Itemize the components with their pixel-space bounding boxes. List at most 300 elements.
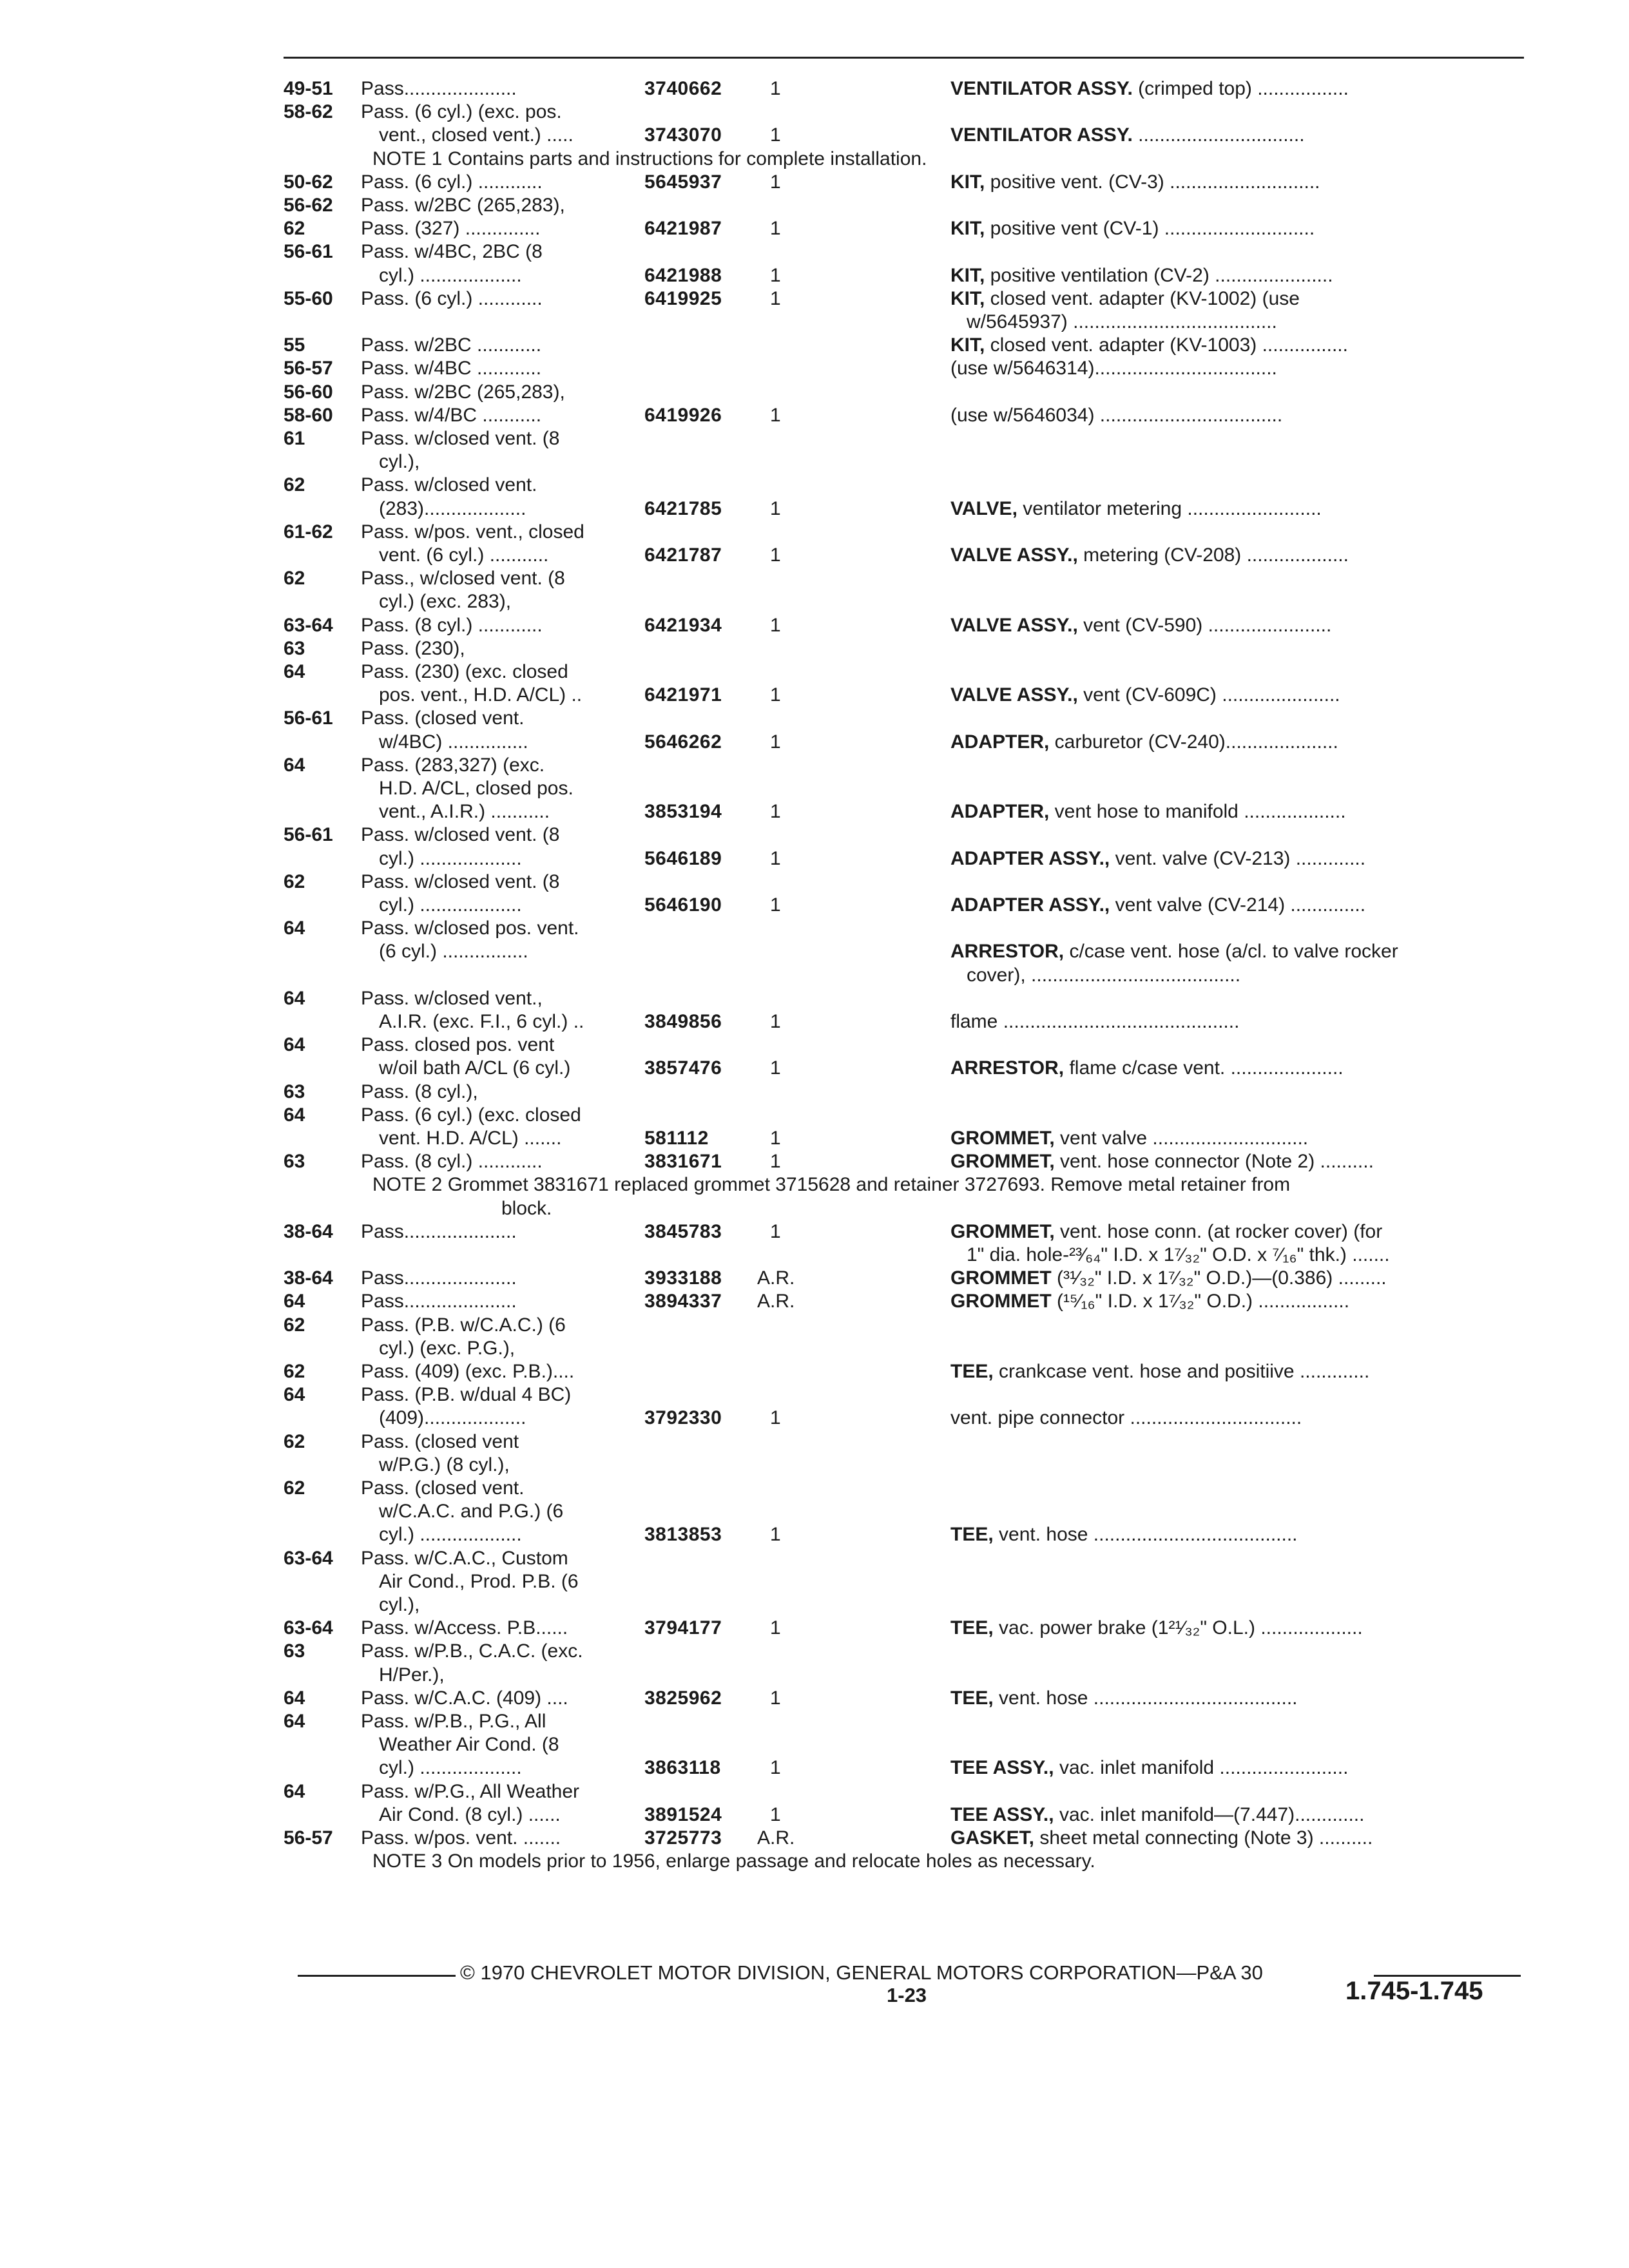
- parts-row: [0, 1149, 1629, 1173]
- quantity: A.R.: [757, 1827, 795, 1849]
- parts-row: [0, 473, 1629, 497]
- model-application: Pass. closed pos. vent: [361, 1034, 555, 1056]
- model-year: 64: [284, 1384, 305, 1406]
- part-number: 3825962: [644, 1687, 722, 1709]
- model-year: 64: [284, 918, 305, 939]
- parts-row: [0, 753, 1629, 777]
- parts-row: [0, 1570, 1629, 1593]
- model-year: 62: [284, 474, 305, 496]
- part-description: TEE, vac. power brake (1²¹⁄₃₂" O.L.) ...................: [950, 1617, 1363, 1639]
- model-application: Pass. w/closed vent.: [361, 474, 537, 496]
- parts-row: [0, 963, 1629, 987]
- model-application: vent., closed vent.) .....: [379, 124, 574, 146]
- model-application: cyl.),: [379, 451, 420, 473]
- model-year: 64: [284, 1104, 305, 1126]
- model-application: Pass. w/2BC ............: [361, 334, 542, 356]
- quantity: 1: [770, 1151, 781, 1173]
- part-number: 3792330: [644, 1407, 722, 1429]
- note-text: NOTE 3 On models prior to 1956, enlarge passage and relocate holes as necessary.: [372, 1850, 1095, 1872]
- part-number: 6421787: [644, 544, 722, 566]
- parts-row: [0, 939, 1629, 963]
- part-number: 6421988: [644, 264, 722, 286]
- part-name: ARRESTOR,: [950, 1057, 1065, 1079]
- parts-row: [0, 1010, 1629, 1033]
- parts-row: [0, 1126, 1629, 1150]
- parts-row: [0, 1336, 1629, 1360]
- part-description: ADAPTER ASSY., vent valve (CV-214) ..............: [950, 894, 1366, 916]
- parts-row: [0, 1756, 1629, 1780]
- model-application: A.I.R. (exc. F.I., 6 cyl.) ..: [379, 1011, 584, 1032]
- parts-row: [0, 497, 1629, 521]
- part-description: TEE ASSY., vac. inlet manifold ........................: [950, 1757, 1349, 1779]
- parts-row: [0, 1289, 1629, 1313]
- parts-row: [0, 333, 1629, 357]
- parts-row: [0, 543, 1629, 567]
- page-number: 1-23: [887, 1984, 927, 2006]
- parts-row: [0, 216, 1629, 240]
- model-application: Pass. (8 cyl.) ............: [361, 614, 543, 636]
- part-number: 6419926: [644, 404, 722, 426]
- parts-row: [0, 450, 1629, 474]
- model-year: 62: [284, 568, 305, 590]
- part-description: VENTILATOR ASSY. (crimped top) .................: [950, 78, 1349, 99]
- part-description: vent. pipe connector ................................: [950, 1407, 1302, 1429]
- model-application: (6 cyl.) ................: [379, 941, 528, 963]
- model-year: 56-57: [284, 358, 333, 380]
- part-number: 5646189: [644, 847, 722, 869]
- parts-row: [0, 1033, 1629, 1057]
- parts-row: [0, 1709, 1629, 1733]
- model-application: cyl.) (exc. P.G.),: [379, 1337, 516, 1359]
- part-name: VALVE ASSY.,: [950, 684, 1078, 706]
- model-application: cyl.) ...................: [379, 264, 522, 286]
- model-application: Pass. (327) ..............: [361, 218, 541, 240]
- part-name: TEE,: [950, 1617, 994, 1639]
- model-application: Pass. (230),: [361, 637, 465, 659]
- part-description: ADAPTER ASSY., vent. valve (CV-213) .............: [950, 847, 1366, 869]
- part-description: KIT, positive vent (CV-1) ............................: [950, 218, 1315, 240]
- model-application: cyl.) (exc. 283),: [379, 591, 512, 613]
- model-year: 62: [284, 1361, 305, 1382]
- model-application: Pass. w/closed vent.,: [361, 987, 543, 1009]
- part-number: 6421934: [644, 614, 722, 636]
- model-application: Pass. (230) (exc. closed: [361, 661, 568, 682]
- model-application: (409)...................: [379, 1407, 526, 1429]
- parts-row: [0, 380, 1629, 404]
- part-description: flame ............................................: [950, 1011, 1240, 1032]
- parts-row: [0, 730, 1629, 754]
- quantity: 1: [770, 171, 781, 193]
- model-application: Pass. (6 cyl.) ............: [361, 171, 543, 193]
- quantity: 1: [770, 1803, 781, 1825]
- parts-row: [0, 776, 1629, 800]
- parts-row: [0, 1826, 1629, 1850]
- part-name: KIT,: [950, 264, 985, 286]
- part-description: (use w/5646314)..................................: [950, 358, 1277, 380]
- model-year: 56-61: [284, 241, 333, 263]
- parts-row: [0, 823, 1629, 847]
- parts-row: [0, 100, 1629, 124]
- quantity: 1: [770, 684, 781, 706]
- part-description: VENTILATOR ASSY. ...............................: [950, 124, 1305, 146]
- quantity: 1: [770, 1011, 781, 1032]
- model-application: Pass. w/closed vent. (8: [361, 870, 560, 892]
- model-year: 56-62: [284, 195, 333, 216]
- model-application: Pass. w/P.B., P.G., All: [361, 1711, 546, 1732]
- part-description: ARRESTOR, flame c/case vent. .....................: [950, 1057, 1344, 1079]
- copyright-line: © 1970 CHEVROLET MOTOR DIVISION, GENERAL MOTORS CORPORATION—P&A 30: [460, 1961, 1263, 1984]
- model-application: Pass. (8 cyl.),: [361, 1081, 478, 1102]
- parts-row: [0, 1406, 1629, 1430]
- part-description: GASKET, sheet metal connecting (Note 3) ..........: [950, 1827, 1373, 1849]
- quantity: 1: [770, 497, 781, 519]
- model-year: 64: [284, 1291, 305, 1312]
- part-description: KIT, closed vent. adapter (KV-1002) (use: [950, 287, 1300, 309]
- parts-row: [0, 77, 1629, 101]
- part-number: 5645937: [644, 171, 722, 193]
- model-year: 62: [284, 1430, 305, 1452]
- part-name: KIT,: [950, 218, 985, 240]
- quantity: 1: [770, 218, 781, 240]
- part-number: 3740662: [644, 78, 722, 99]
- model-year: 62: [284, 1477, 305, 1499]
- model-year: 58-60: [284, 404, 333, 426]
- parts-row: [0, 1663, 1629, 1687]
- model-application: cyl.) ...................: [379, 847, 522, 869]
- model-year: 55-60: [284, 287, 333, 309]
- quantity: 1: [770, 1687, 781, 1709]
- footer-rule-left: [298, 1975, 456, 1977]
- quantity: 1: [770, 847, 781, 869]
- part-name: ADAPTER,: [950, 801, 1050, 823]
- model-year: 61: [284, 428, 305, 449]
- parts-row: [0, 1523, 1629, 1546]
- parts-row: [0, 310, 1629, 334]
- part-number: 581112: [644, 1128, 709, 1149]
- parts-row: [0, 240, 1629, 264]
- parts-row: [0, 1593, 1629, 1617]
- parts-row: [0, 613, 1629, 637]
- model-application: vent. (6 cyl.) ...........: [379, 544, 549, 566]
- part-description: VALVE ASSY., vent (CV-590) .......................: [950, 614, 1332, 636]
- part-number: 3725773: [644, 1827, 722, 1849]
- model-year: 63: [284, 1081, 305, 1102]
- quantity: 1: [770, 801, 781, 823]
- model-year: 56-57: [284, 1827, 333, 1849]
- model-year: 63: [284, 1151, 305, 1173]
- part-number: 3853194: [644, 801, 722, 823]
- parts-row: [0, 1313, 1629, 1337]
- model-year: 62: [284, 870, 305, 892]
- note-line: [0, 1196, 1629, 1220]
- model-application: Weather Air Cond. (8: [379, 1734, 559, 1756]
- model-application: pos. vent., H.D. A/CL) ..: [379, 684, 583, 706]
- part-number: 6421785: [644, 497, 722, 519]
- part-name: GROMMET: [950, 1267, 1052, 1289]
- model-application: Pass. w/4BC, 2BC (8: [361, 241, 543, 263]
- part-name: TEE,: [950, 1687, 994, 1709]
- parts-row: [0, 590, 1629, 613]
- part-description: (use w/5646034) ..................................: [950, 404, 1283, 426]
- part-number: 5646190: [644, 894, 722, 916]
- model-year: 38-64: [284, 1220, 333, 1242]
- model-application: Pass. (closed vent: [361, 1430, 519, 1452]
- part-number: 5646262: [644, 731, 722, 753]
- part-number: 3933188: [644, 1267, 722, 1289]
- part-description: TEE, vent. hose ......................................: [950, 1524, 1298, 1546]
- parts-row: [0, 1616, 1629, 1640]
- parts-row: [0, 287, 1629, 311]
- parts-row: [0, 1243, 1629, 1267]
- model-year: 64: [284, 661, 305, 682]
- parts-row: [0, 637, 1629, 660]
- parts-row: [0, 1080, 1629, 1104]
- quantity: 1: [770, 1220, 781, 1242]
- parts-row: [0, 1383, 1629, 1407]
- parts-row: [0, 1686, 1629, 1710]
- part-number: 3813853: [644, 1524, 722, 1546]
- model-application: w/oil bath A/CL (6 cyl.): [379, 1057, 571, 1079]
- model-application: Pass. (6 cyl.) ............: [361, 287, 543, 309]
- quantity: A.R.: [757, 1267, 795, 1289]
- part-name: VALVE ASSY.,: [950, 544, 1078, 566]
- model-year: 56-61: [284, 707, 333, 729]
- model-application: Pass. (P.B. w/dual 4 BC): [361, 1384, 572, 1406]
- parts-row: [0, 403, 1629, 427]
- part-name: TEE,: [950, 1361, 994, 1382]
- model-application: Pass. (P.B. w/C.A.C.) (6: [361, 1314, 566, 1336]
- parts-row: [0, 1499, 1629, 1523]
- model-application: Pass. w/closed vent. (8: [361, 428, 560, 449]
- quantity: 1: [770, 1757, 781, 1779]
- part-name: TEE ASSY.,: [950, 1757, 1054, 1779]
- model-application: Pass. (409) (exc. P.B.)....: [361, 1361, 575, 1382]
- part-number: 3743070: [644, 124, 722, 146]
- part-description: KIT, closed vent. adapter (KV-1003) ................: [950, 334, 1348, 356]
- part-description: GROMMET, vent. hose connector (Note 2) ..........: [950, 1151, 1374, 1173]
- model-application: Pass. w/4BC ............: [361, 358, 542, 380]
- part-number: 3794177: [644, 1617, 722, 1639]
- model-application: Pass. (6 cyl.) (exc. closed: [361, 1104, 581, 1126]
- parts-row: [0, 1220, 1629, 1244]
- quantity: 1: [770, 78, 781, 99]
- note-line: [0, 147, 1629, 171]
- part-name: GROMMET,: [950, 1151, 1055, 1173]
- quantity: 1: [770, 1407, 781, 1429]
- model-application: Pass. w/pos. vent., closed: [361, 521, 584, 543]
- quantity: 1: [770, 894, 781, 916]
- model-application: Pass. w/closed vent. (8: [361, 824, 560, 846]
- model-year: 63: [284, 1640, 305, 1662]
- quantity: 1: [770, 544, 781, 566]
- quantity: 1: [770, 287, 781, 309]
- part-name: TEE ASSY.,: [950, 1803, 1054, 1825]
- parts-row: [0, 847, 1629, 870]
- part-description: TEE ASSY., vac. inlet manifold—(7.447).............: [950, 1803, 1365, 1825]
- model-application: Pass. (6 cyl.) (exc. pos.: [361, 101, 562, 123]
- model-application: Pass. (closed vent.: [361, 707, 525, 729]
- part-name: KIT,: [950, 287, 985, 309]
- model-application: Pass. w/P.B., C.A.C. (exc.: [361, 1640, 583, 1662]
- model-application: Pass. w/closed pos. vent.: [361, 918, 579, 939]
- model-application: Pass. w/Access. P.B......: [361, 1617, 568, 1639]
- part-description: GROMMET (¹⁵⁄₁₆" I.D. x 1⁷⁄₃₂" O.D.) .................: [950, 1291, 1350, 1312]
- part-name: GROMMET,: [950, 1128, 1055, 1149]
- model-application: cyl.),: [379, 1594, 420, 1615]
- part-description: GROMMET (³¹⁄₃₂" I.D. x 1⁷⁄₃₂" O.D.)—(0.386) .........: [950, 1267, 1387, 1289]
- quantity: 1: [770, 1128, 781, 1149]
- parts-row: [0, 1546, 1629, 1570]
- model-application: Pass. w/4/BC ...........: [361, 404, 542, 426]
- model-application: w/P.G.) (8 cyl.),: [379, 1454, 510, 1475]
- model-application: Pass. w/C.A.C. (409) ....: [361, 1687, 568, 1709]
- part-name: VENTILATOR ASSY.: [950, 124, 1133, 146]
- top-rule: [284, 57, 1524, 59]
- parts-row: [0, 1639, 1629, 1663]
- parts-row: [0, 1453, 1629, 1477]
- model-year: 63-64: [284, 614, 333, 636]
- part-name: GROMMET: [950, 1291, 1052, 1312]
- model-year: 56-61: [284, 824, 333, 846]
- model-application: cyl.) ...................: [379, 894, 522, 916]
- model-year: 62: [284, 1314, 305, 1336]
- note-line: [0, 1849, 1629, 1873]
- section-code: 1.745-1.745: [1345, 1977, 1483, 2005]
- quantity: 1: [770, 404, 781, 426]
- parts-row: [0, 1103, 1629, 1127]
- part-description: GROMMET, vent. hose conn. (at rocker cover) (for: [950, 1220, 1383, 1242]
- part-number: 3845783: [644, 1220, 722, 1242]
- parts-row: [0, 427, 1629, 450]
- model-application: Pass. w/P.G., All Weather: [361, 1780, 580, 1802]
- part-name: VENTILATOR ASSY.: [950, 78, 1133, 99]
- model-application: vent., A.I.R.) ...........: [379, 801, 550, 823]
- parts-row: [0, 520, 1629, 544]
- part-number: 3891524: [644, 1803, 722, 1825]
- part-number: 6421987: [644, 218, 722, 240]
- parts-row: [0, 706, 1629, 730]
- model-application: Air Cond., Prod. P.B. (6: [379, 1570, 579, 1592]
- model-year: 49-51: [284, 78, 333, 99]
- model-application: w/C.A.C. and P.G.) (6: [379, 1501, 564, 1523]
- model-application: Air Cond. (8 cyl.) ......: [379, 1803, 561, 1825]
- part-number: 3863118: [644, 1757, 721, 1779]
- quantity: 1: [770, 614, 781, 636]
- model-application: Pass.....................: [361, 1220, 517, 1242]
- parts-row: [0, 356, 1629, 380]
- part-name: ADAPTER ASSY.,: [950, 894, 1110, 916]
- parts-row: [0, 660, 1629, 684]
- model-application: Pass.....................: [361, 1267, 517, 1289]
- model-application: (283)...................: [379, 497, 526, 519]
- model-application: Pass. w/pos. vent. .......: [361, 1827, 561, 1849]
- part-name: TEE,: [950, 1524, 994, 1546]
- part-name: ARRESTOR,: [950, 941, 1065, 963]
- part-number: 3849856: [644, 1011, 722, 1032]
- part-description: GROMMET, vent valve .............................: [950, 1128, 1309, 1149]
- parts-row: [0, 1360, 1629, 1383]
- quantity: 1: [770, 264, 781, 286]
- quantity: 1: [770, 1617, 781, 1639]
- model-year: 61-62: [284, 521, 333, 543]
- model-application: w/4BC) ...............: [379, 731, 528, 753]
- model-application: cyl.) ...................: [379, 1757, 522, 1779]
- note-line: [0, 1173, 1629, 1196]
- model-application: cyl.) ...................: [379, 1524, 522, 1546]
- model-year: 56-60: [284, 381, 333, 403]
- parts-row: [0, 1430, 1629, 1454]
- parts-row: [0, 893, 1629, 917]
- model-application: Pass. (closed vent.: [361, 1477, 525, 1499]
- model-year: 50-62: [284, 171, 333, 193]
- quantity: 1: [770, 1524, 781, 1546]
- model-application: Pass.....................: [361, 78, 517, 99]
- parts-row: [0, 800, 1629, 823]
- model-year: 64: [284, 987, 305, 1009]
- part-number: 6421971: [644, 684, 722, 706]
- part-description: TEE, vent. hose ......................................: [950, 1687, 1298, 1709]
- part-description: 1" dia. hole-²³⁄₆₄" I.D. x 1⁷⁄₃₂" O.D. x ⁷⁄₁₆" thk.) .......: [967, 1244, 1390, 1265]
- part-description: VALVE ASSY., metering (CV-208) ...................: [950, 544, 1349, 566]
- part-description: ADAPTER, vent hose to manifold ...................: [950, 801, 1346, 823]
- part-description: VALVE, ventilator metering .........................: [950, 497, 1322, 519]
- part-name: GROMMET,: [950, 1220, 1055, 1242]
- parts-row: [0, 123, 1629, 147]
- part-name: KIT,: [950, 334, 985, 356]
- model-year: 64: [284, 754, 305, 776]
- part-number: 3894337: [644, 1291, 722, 1312]
- model-year: 38-64: [284, 1267, 333, 1289]
- model-application: H/Per.),: [379, 1664, 445, 1686]
- part-name: ADAPTER,: [950, 731, 1050, 753]
- model-application: H.D. A/CL, closed pos.: [379, 778, 574, 799]
- parts-row: [0, 1733, 1629, 1756]
- part-name: GASKET,: [950, 1827, 1035, 1849]
- parts-row: [0, 193, 1629, 217]
- model-application: Pass. (8 cyl.) ............: [361, 1151, 543, 1173]
- part-number: 6419925: [644, 287, 722, 309]
- parts-row: [0, 1266, 1629, 1290]
- part-description: ARRESTOR, c/case vent. hose (a/cl. to valve rocker: [950, 941, 1398, 963]
- parts-row: [0, 916, 1629, 940]
- part-description: KIT, positive vent. (CV-3) ............................: [950, 171, 1320, 193]
- model-year: 64: [284, 1034, 305, 1056]
- part-name: VALVE ASSY.,: [950, 614, 1078, 636]
- parts-row: [0, 986, 1629, 1010]
- model-year: 64: [284, 1780, 305, 1802]
- model-year: 62: [284, 218, 305, 240]
- part-description: w/5645937) ......................................: [967, 311, 1277, 332]
- model-year: 63-64: [284, 1547, 333, 1569]
- model-year: 58-62: [284, 101, 333, 123]
- part-description: ADAPTER, carburetor (CV-240).....................: [950, 731, 1338, 753]
- part-number: 3857476: [644, 1057, 722, 1079]
- part-description: VALVE ASSY., vent (CV-609C) ......................: [950, 684, 1340, 706]
- parts-row: [0, 566, 1629, 590]
- note-text: NOTE 1 Contains parts and instructions for complete installation.: [372, 148, 927, 169]
- quantity: 1: [770, 731, 781, 753]
- model-year: 63: [284, 637, 305, 659]
- part-number: 3831671: [644, 1151, 722, 1173]
- part-name: ADAPTER ASSY.,: [950, 847, 1110, 869]
- part-description: cover), .......................................: [967, 964, 1241, 986]
- model-year: 64: [284, 1687, 305, 1709]
- model-application: Pass., w/closed vent. (8: [361, 568, 565, 590]
- part-description: KIT, positive ventilation (CV-2) ......................: [950, 264, 1333, 286]
- model-application: Pass. w/C.A.C., Custom: [361, 1547, 568, 1569]
- quantity: 1: [770, 124, 781, 146]
- parts-row: [0, 1803, 1629, 1827]
